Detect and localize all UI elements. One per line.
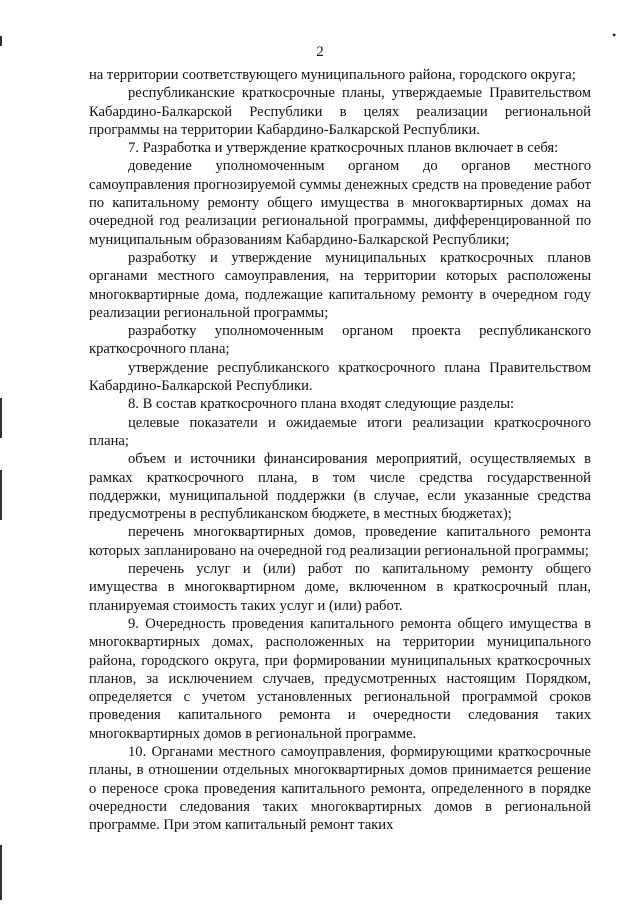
paragraph-1: на территории соответствующего муниципального района, городского округа; <box>89 67 576 83</box>
page-number: 2 <box>316 44 324 60</box>
paragraph-8: 8. В состав краткосрочного плана входят следующие разделы: <box>128 396 515 413</box>
paragraph-5: разработку и утверждение муниципальных краткосрочных планов органами местного самоуправления, на территории которых расположены многоквартирные дома, подлежащие капитальному ремонту в очередном году реализации региональной программы; <box>89 249 591 321</box>
scan-mark-lower <box>0 470 2 520</box>
paragraph-11: перечень многоквартирных домов, проведение капитального ремонта которых запланировано на очередной год реализации региональной программы; <box>89 524 591 559</box>
paragraph-3: 7. Разработка и утверждение краткосрочных планов включает в себя: <box>128 140 559 157</box>
paragraph-6: разработку уполномоченным органом проекта республиканского краткосрочного плана; <box>89 323 591 358</box>
paragraph-2: республиканские краткосрочные планы, утверждаемые Правительством Кабардино-Балкарской Республики в целях реализации региональной программы на территории Кабардино-Балкарской Республики. <box>89 85 591 138</box>
paragraph-7: утверждение республиканского краткосрочного плана Правительством Кабардино-Балкарской Республики. <box>89 359 591 395</box>
paragraph-12: перечень услуг и (или) работ по капитальному ремонту общего имущества в многоквартирном доме, включенном в краткосрочный план, планируемая стоимость таких услуг и (или) работ. <box>89 561 591 614</box>
paragraph-13: 9. Очередность проведения капитального ремонта общего имущества в многоквартирных домах, расположенных на территории муниципального района, городского округа, при формировании муниципальных краткосрочных планов, за исключением случаев, предусмотренных настоящим Порядком, определяется с учетом установленных региональной программой сроков проведения капитального ремонта и очередности следования таких многоквартирных домов в региональной программе. <box>89 615 591 742</box>
document-body <box>89 66 591 834</box>
scan-mark-middle <box>0 398 2 438</box>
paragraph-10: объем и источники финансирования мероприятий, осуществляемых в рамках краткосрочного плана, в том числе средства государственной поддержки, муниципальной поддержки (в случае, если указанные средства предусмотрены в республиканском бюджете, в местных бюджетах); <box>89 451 591 523</box>
paragraph-9: целевые показатели и ожидаемые итоги реализации краткосрочного плана; <box>89 414 591 449</box>
scan-mark-bottom <box>0 845 2 900</box>
scan-dot-mark: • <box>612 28 617 42</box>
scan-mark-top <box>0 36 2 46</box>
paragraph-14: 10. Органами местного самоуправления, формирующими краткосрочные планы, в отношении отдельных многоквартирных домов принимается решение о переносе срока проведения капитального ремонта, определенного в порядке очередности следования таких многоквартирных домов в региональной программе. При этом капитальный ремонт таких <box>89 743 591 834</box>
paragraph-4: доведение уполномоченным органом до органов местного самоуправления прогнозируемой суммы денежных средств на проведение работ по капитальному ремонту общего имущества в многоквартирных домах на очередной год реализации региональной программы, дифференцированной по муниципальным образованиям Кабардино-Балкарской Республики; <box>89 158 591 248</box>
